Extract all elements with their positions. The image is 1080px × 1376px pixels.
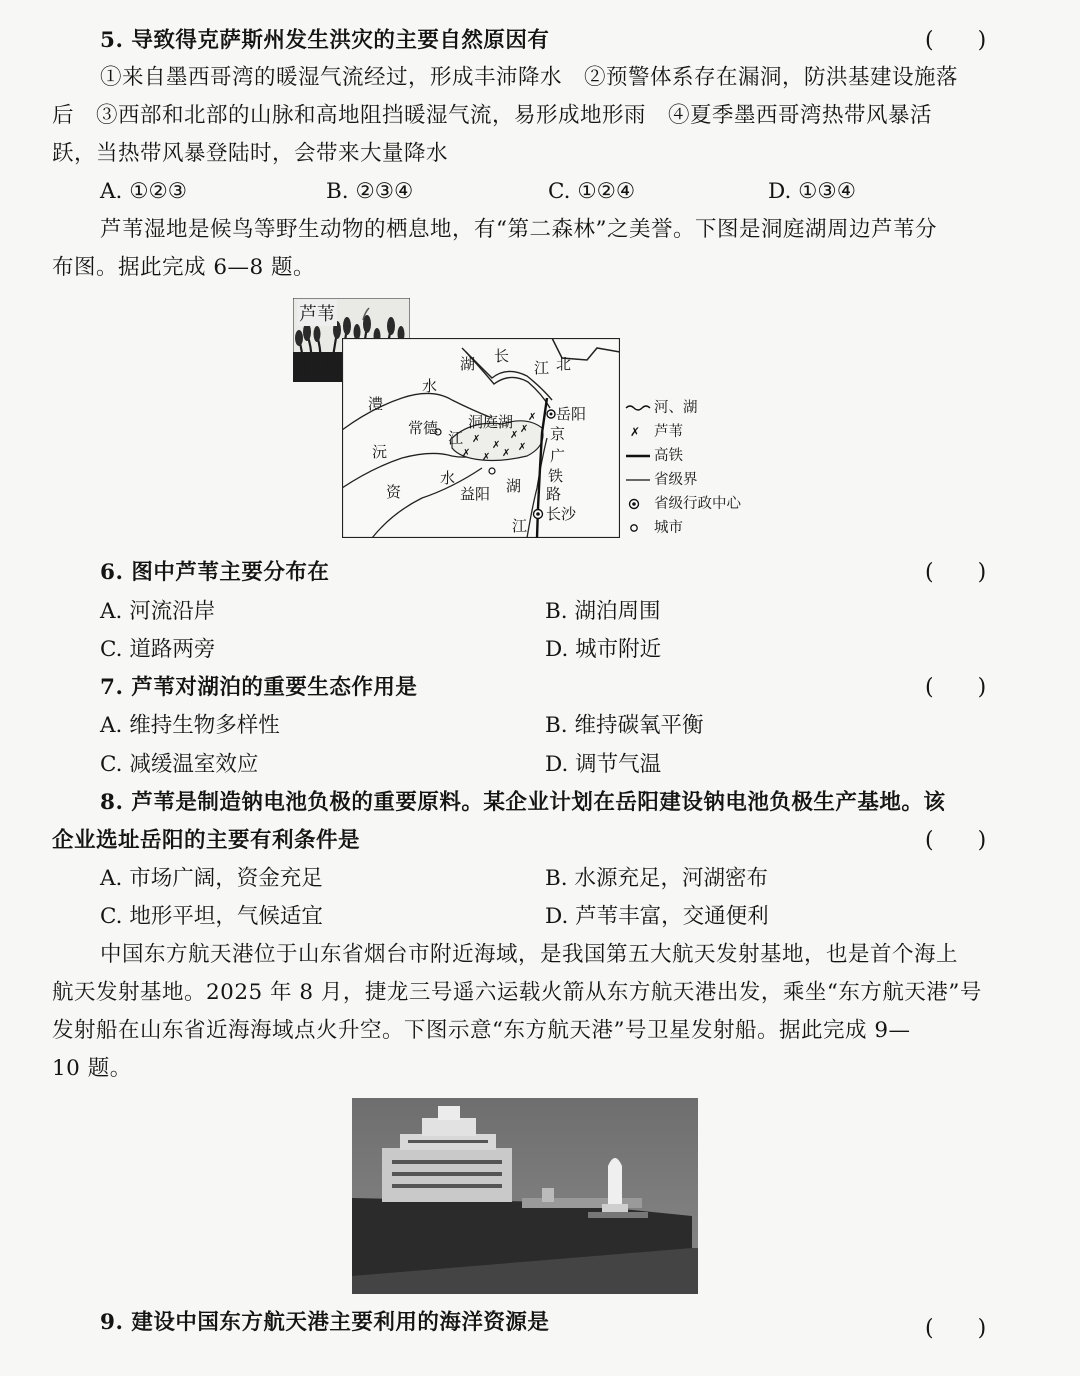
q5-stem: 5. 导致得克萨斯州发生洪灾的主要自然原因有 [100,28,550,53]
svg-text:✗: ✗ [462,448,471,459]
svg-text:✗: ✗ [482,452,491,463]
q5-option-c[interactable]: C. ①②④ [548,179,636,204]
legend-capital: 省级行政中心 [654,496,741,512]
map-drawing [342,338,620,538]
map-label-dongtinghu: 洞庭湖 [468,413,514,431]
map-label-hu2: 湖 [506,477,522,495]
q9-stem: 9. 建设中国东方航天港主要利用的海洋资源是 [100,1310,550,1335]
q6-option-a[interactable]: A. 河流沿岸 [100,599,216,624]
map-label-changde: 常德 [408,419,439,437]
q5-option-d[interactable]: D. ①③④ [768,179,856,204]
q7-option-b[interactable]: B. 维持碳氧平衡 [545,713,704,738]
q8-answer-paren[interactable]: ( ) [925,828,987,853]
q6-option-c[interactable]: C. 道路两旁 [100,637,216,662]
dongting-map [342,338,620,538]
legend-symbols [624,398,652,534]
map-label-zi: 资 [386,483,402,501]
svg-text:✗: ✗ [502,448,511,459]
map-label-jing: 京 [550,425,566,443]
map-label-li: 澧 [368,395,384,413]
q8-line2: 企业选址岳阳的主要有利条件是 [52,828,361,853]
q5-line2: 后 ③西部和北部的山脉和高地阻挡暖湿气流，易形成地形雨 ④夏季墨西哥湾热带风暴活 [52,103,933,128]
map-label-tie: 铁 [548,467,564,485]
q5-line3: 跃，当热带风暴登陆时，会带来大量降水 [52,141,449,166]
q5-answer-paren[interactable]: ( ) [925,28,987,53]
q7-option-a[interactable]: A. 维持生物多样性 [100,713,280,738]
legend-river-icon [626,406,650,410]
q8-option-d[interactable]: D. 芦苇丰富，交通便利 [545,904,769,929]
q7-option-d[interactable]: D. 调节气温 [545,752,662,777]
q5-option-a[interactable]: A. ①②③ [100,179,188,204]
svg-text:✗: ✗ [528,412,537,423]
intro68-line2: 布图。据此完成 6—8 题。 [52,255,316,280]
q5-option-b[interactable]: B. ②③④ [326,179,414,204]
reed-photo-label: 芦苇 [297,300,337,326]
map-label-guang: 广 [550,447,566,465]
q5-line1: ①来自墨西哥湾的暖湿气流经过，形成丰沛降水 ②预警体系存在漏洞，防洪基建设施落 [100,65,959,90]
q9-answer-paren[interactable]: ( ) [925,1316,987,1341]
map-label-chang: 长 [494,347,510,365]
map-label-lu: 路 [546,485,562,503]
q6-option-b[interactable]: B. 湖泊周围 [545,599,661,624]
map-label-yueyang: 岳阳 [556,405,587,423]
legend-city-icon [631,525,637,531]
q8-line1: 8. 芦苇是制造钠电池负极的重要原料。某企业计划在岳阳建设钠电池负极生产基地。该 [100,790,946,815]
q8-option-c[interactable]: C. 地形平坦，气候适宜 [100,904,323,929]
launch-ship-photo [352,1098,698,1294]
legend-boundary: 省级界 [654,472,698,488]
intro68-line1: 芦苇湿地是候鸟等野生动物的栖息地，有“第二森林”之美誉。下图是洞庭湖周边芦苇分 [100,217,937,242]
legend-rail: 高铁 [654,448,683,464]
map-label-yiyang: 益阳 [460,485,491,503]
map-label-hu: 湖 [460,355,476,373]
q8-option-a[interactable]: A. 市场广阔，资金充足 [100,866,323,891]
svg-text:✗: ✗ [472,434,481,445]
svg-text:✗: ✗ [520,424,529,435]
legend-reed: 芦苇 [654,424,683,440]
legend-city: 城市 [654,520,683,536]
intro910-line1: 中国东方航天港位于山东省烟台市附近海域，是我国第五大航天发射基地，也是首个海上 [100,942,959,967]
q7-stem: 7. 芦苇对湖泊的重要生态作用是 [100,675,418,700]
map-label-changsha: 长沙 [546,505,577,523]
intro910-line2: 航天发射基地。2025 年 8 月，捷龙三号遥六运载火箭从东方航天港出发，乘坐“东方航天港”号 [52,980,982,1005]
map-label-jiang3: 江 [512,517,528,535]
map-label-yuan: 沅 [372,443,388,461]
ship-photo-image [352,1098,698,1294]
map-label-jiang1: 江 [534,359,550,377]
map-label-shui1: 水 [422,377,438,395]
intro910-line3: 发射船在山东省近海海域点火升空。下图示意“东方航天港”号卫星发射船。据此完成 9— [52,1018,911,1043]
q7-answer-paren[interactable]: ( ) [925,675,987,700]
legend-river: 河、湖 [654,400,698,416]
svg-text:✗: ✗ [510,430,519,441]
svg-text:✗: ✗ [518,442,527,453]
q6-option-d[interactable]: D. 城市附近 [545,637,662,662]
q6-answer-paren[interactable]: ( ) [925,560,987,585]
legend-reed-icon: ✗ [630,425,641,439]
intro910-line4: 10 题。 [52,1056,132,1081]
svg-text:✗: ✗ [492,440,501,451]
map-label-bei: 北 [556,355,572,373]
q7-option-c[interactable]: C. 减缓温室效应 [100,752,259,777]
q6-stem: 6. 图中芦苇主要分布在 [100,560,330,585]
map-label-shui2: 水 [440,469,456,487]
map-label-jiang2: 江 [448,429,464,447]
q8-option-b[interactable]: B. 水源充足，河湖密布 [545,866,768,891]
